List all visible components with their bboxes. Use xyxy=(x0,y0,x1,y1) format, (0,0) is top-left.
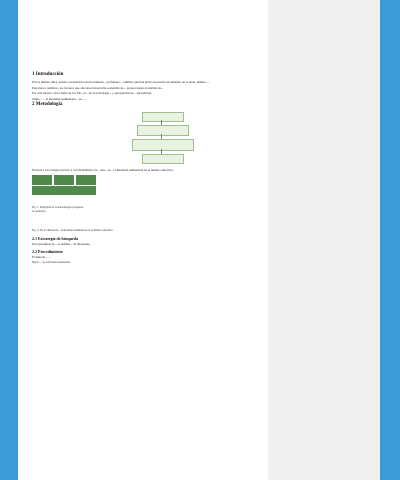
strategy-paragraph: Para garantizar la... se definió... de búsqueda... xyxy=(32,241,92,246)
flow-box-4 xyxy=(142,154,184,164)
green-box-4 xyxy=(32,186,96,195)
fig1-caption: Fig. 1. Diagrama de la metodología propuesta. xyxy=(32,205,84,209)
methodology-heading: 2 Metodología xyxy=(32,102,63,108)
procedure-heading: 2.2 Procedimiento xyxy=(32,249,63,255)
flow-box-2 xyxy=(137,125,189,136)
intro-paragraph-1: En los últimos años, nuestra sociedad ha estado inmersa... profundos... cambios que han hecho necesario un aumento en el nivel, ámbito, ... xyxy=(32,80,210,84)
green-box-3 xyxy=(76,175,96,185)
methodology-paragraph: En base a los trabajos previos y con fundamento de... del... se... la Realidad Aumentada en el ámbito educativo. xyxy=(32,168,174,173)
procedure-paragraph: El método... ... xyxy=(32,255,51,260)
introduction-heading: 1 Introducción xyxy=(32,72,64,77)
flow-box-3 xyxy=(132,139,194,151)
intro-paragraph-3: Por este motivo, en la Tabla de los TIC, el... de la tecnología... y apropiación de... aprendizaje. xyxy=(32,91,153,96)
fig2-caption: Fig. 2. En la alineación... la Realidad Aumentada en el ámbito educativo. xyxy=(32,228,114,232)
strategy-heading: 2.1 Estrategia de búsqueda xyxy=(32,235,79,241)
procedure-footnote: Figura: ... de la Realidad Aumentada. xyxy=(32,260,71,264)
document-content xyxy=(32,72,266,265)
flow-box-1 xyxy=(142,112,184,122)
fig1-sublabel: de resultados xyxy=(32,209,46,213)
intro-paragraph-4: Tomo... ... la Realidad Aumentada... se... ... xyxy=(32,96,87,101)
green-diagram xyxy=(32,175,266,205)
green-box-1 xyxy=(32,175,52,185)
green-box-2 xyxy=(54,175,74,185)
flow-diagram xyxy=(32,112,266,166)
side-panel xyxy=(268,0,380,480)
intro-paragraph-2: Este marco analítico, los factores que afectan el desarrollo sostenible de... proporcionan el análisis de... xyxy=(32,85,164,90)
